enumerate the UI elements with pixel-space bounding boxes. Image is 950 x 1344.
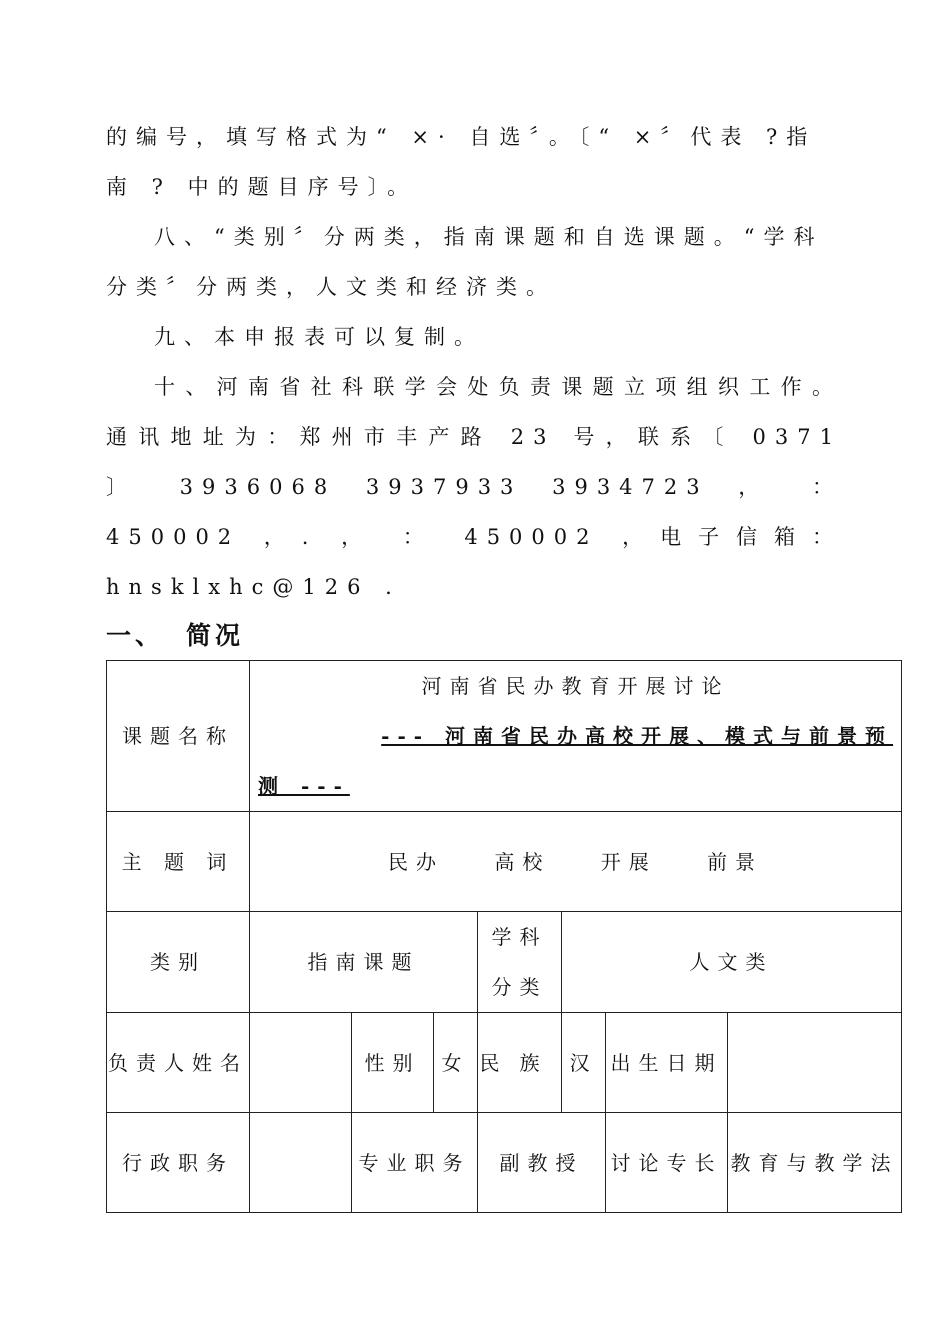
- table-row-topic: [107, 661, 902, 812]
- birth-date-value: [728, 1013, 902, 1113]
- table-row-category: [107, 912, 902, 1013]
- table-row-leader: [107, 1013, 902, 1113]
- table-row-keywords: [107, 812, 902, 912]
- birth-date-label: 出生日期: [606, 1013, 728, 1113]
- topic-line-1: 河南省民办教育开展讨论: [421, 674, 730, 698]
- table-row-position: [107, 1113, 902, 1213]
- topic-label: 课题名称: [107, 661, 250, 812]
- ethnicity-value: 汉: [562, 1013, 606, 1113]
- research-specialty-value: 教育与教学法: [728, 1113, 902, 1213]
- paragraph-numbering-format: 的编号，填写格式为“ ×· 自选〞。〔“ ×〞代表 ?指南 ? 中的题目序号〕。: [106, 125, 817, 199]
- professional-title-label: 专业职务: [352, 1113, 478, 1213]
- paragraph-category-rules: 八、“类别〞分两类，指南课题和自选课题。“学科分类〞分两类，人文类和经济类。: [106, 225, 824, 299]
- keyword: 高校: [494, 849, 551, 874]
- discipline-value: 人文类: [562, 912, 902, 1013]
- section-title: 简况: [186, 621, 245, 650]
- leader-name-label: 负责人姓名: [107, 1013, 250, 1113]
- topic-line-3: 测 ---: [258, 774, 350, 798]
- paragraph-copy-rule: 九、本申报表可以复制。: [154, 325, 484, 349]
- keywords-value: [250, 812, 902, 912]
- keyword: 开展: [600, 849, 657, 874]
- category-value: 指南课题: [250, 912, 478, 1013]
- paragraph-contact-info: 十、河南省社科联学会处负责课题立项组织工作。通讯地址为：郑州市丰产路 23 号，联系〔 0371 〕 3936068 3937933 3934723 ， ： 450002 ，. ， ： 450002 ，电子信箱： hnsklxhc@126 .: [106, 375, 842, 599]
- topic-line-2: --- 河南省民办高校开展、模式与前景预: [381, 724, 894, 748]
- keywords-label: 主 题 词: [107, 812, 250, 912]
- overview-table: [106, 660, 902, 1213]
- keyword: 前景: [707, 849, 764, 874]
- admin-position-label: 行政职务: [107, 1113, 250, 1213]
- research-specialty-label: 讨论专长: [606, 1113, 728, 1213]
- professional-title-value: 副教授: [478, 1113, 606, 1213]
- admin-position-value: [250, 1113, 352, 1213]
- gender-value: 女: [434, 1013, 478, 1113]
- leader-name-value: [250, 1013, 352, 1113]
- gender-label: 性别: [352, 1013, 434, 1113]
- keyword: 民办: [387, 849, 444, 874]
- section-heading: [106, 616, 244, 652]
- ethnicity-label: 民族: [478, 1013, 562, 1113]
- category-label: 类别: [107, 912, 250, 1013]
- section-number: 一、: [106, 621, 165, 650]
- discipline-label: 学科分类: [478, 912, 562, 1013]
- topic-value: [250, 661, 902, 812]
